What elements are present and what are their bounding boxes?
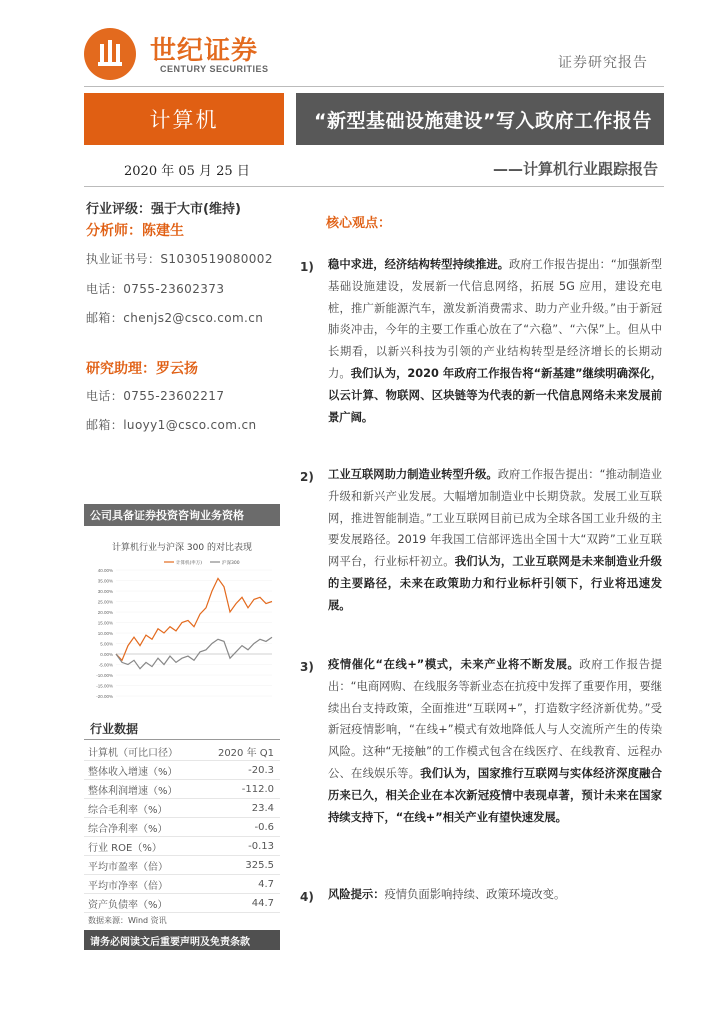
legend-label: 沪深300 bbox=[222, 561, 240, 566]
row-label: 综合毛利率（%） bbox=[88, 804, 168, 816]
point-lead: 风险提示： bbox=[328, 888, 385, 901]
logo-en-name: CENTURY SECURITIES bbox=[160, 64, 269, 74]
y-tick-label: -10.00% bbox=[96, 673, 113, 678]
point-conclusion: 我们认为，国家推行互联网与实体经济深度融合历来已久，相关企业在本次新冠疫情中表现卓著，预计未来在国家持续支持下，“在线+”相关产业有望快速发展。 bbox=[328, 766, 662, 824]
performance-chart bbox=[84, 556, 280, 706]
logo-cn-name: 世纪证券 bbox=[150, 36, 259, 66]
row-value: 4.7 bbox=[258, 878, 274, 890]
point-conclusion: 我们认为，工业互联网是未来制造业升级的主要路径，未来在政策助力和行业标杆引领下，行业将迅速发展。 bbox=[328, 555, 662, 612]
point-number: 2) bbox=[300, 470, 314, 484]
series-line bbox=[116, 578, 272, 660]
point-paragraph bbox=[328, 654, 662, 828]
analyst-cert: 执业证书号：S1030519080002 bbox=[86, 252, 273, 266]
y-tick-label: 0.00% bbox=[100, 652, 113, 657]
point-paragraph bbox=[328, 884, 662, 906]
point-lead: 工业互联网助力制造业转型升级。 bbox=[328, 468, 498, 481]
row-label: 平均市盈率（倍） bbox=[88, 861, 168, 873]
report-title: “新型基础设施建设”写入政府工作报告 bbox=[296, 93, 664, 145]
industry-band: 计算机 bbox=[84, 93, 284, 145]
report-type: 证券研究报告 bbox=[558, 55, 648, 71]
point-lead: 疫情催化“在线+”模式，未来产业将不断发展。 bbox=[328, 658, 580, 671]
point-number: 1) bbox=[300, 260, 314, 274]
y-tick-label: 10.00% bbox=[97, 631, 113, 636]
y-tick-label: 15.00% bbox=[97, 620, 113, 626]
row-value: -20.3 bbox=[248, 764, 274, 776]
row-value: 23.4 bbox=[251, 802, 274, 814]
row-label: 整体收入增速（%） bbox=[88, 766, 178, 778]
y-tick-label: -15.00% bbox=[96, 683, 113, 689]
analyst-name: 分析师：陈建生 bbox=[86, 223, 184, 239]
logo-emblem-icon bbox=[98, 40, 122, 68]
y-tick-label: -5.00% bbox=[98, 662, 113, 668]
row-label: 资产负债率（%） bbox=[88, 899, 168, 911]
row-value: 325.5 bbox=[245, 859, 274, 871]
table-row bbox=[84, 875, 280, 894]
y-tick-label: -20.00% bbox=[96, 694, 113, 699]
legend-label: 计算机(申万) bbox=[176, 561, 203, 566]
point-body: 政府工作报告提出：“电商网购、在线服务等新业态在抗疫中发挥了重要作用，要继续出台支持政策，全面推进“互联网+”，打造数字经济新优势。”受新冠疫情影响，“在线+”模式有效地降低人与人交流所产生的传染风险。这种“无接触”的工作模式包含在线医疗、在线教育、远程办公、在线娱乐等。 bbox=[328, 658, 662, 780]
table-row bbox=[84, 799, 280, 818]
row-label: 整体利润增速（%） bbox=[88, 785, 178, 797]
analyst-email[interactable]: 邮箱：chenjs2@csco.com.cn bbox=[86, 311, 264, 325]
point-lead: 稳中求进，经济结构转型持续推进。 bbox=[328, 258, 510, 271]
table-row bbox=[84, 856, 280, 875]
y-tick-label: 20.00% bbox=[97, 610, 113, 615]
y-tick-label: 25.00% bbox=[97, 599, 113, 605]
row-value: -0.13 bbox=[248, 840, 274, 852]
row-value: -112.0 bbox=[241, 783, 274, 795]
row-label: 综合净利率（%） bbox=[88, 823, 168, 835]
table-row bbox=[84, 761, 280, 780]
assistant-name: 研究助理：罗云扬 bbox=[86, 361, 198, 377]
point-body: 政府工作报告提出：“加强新型基础设施建设，发展新一代信息网络，拓展 5G 应用，建设充电桩，推广新能源汽车，激发新消费需求、助力产业升级。”由于新冠肺炎冲击，今年的主要工作重心放在了“六稳”、“六保”上。但从中长期看，以新兴科技为引领的产业结构转型是经济增长的长期动力。 bbox=[328, 258, 662, 380]
y-tick-label: 35.00% bbox=[97, 578, 113, 584]
table-row bbox=[84, 818, 280, 837]
data-source: 数据来源：Wind 资讯 bbox=[88, 916, 167, 925]
row-value: 2020 年 Q1 bbox=[217, 747, 274, 759]
chart-title: 计算机行业与沪深 300 的对比表现 bbox=[112, 543, 252, 553]
industry-data-title: 行业数据 bbox=[84, 718, 280, 740]
y-tick-label: 40.00% bbox=[97, 568, 113, 573]
assistant-email[interactable]: 邮箱：luoyy1@csco.com.cn bbox=[86, 418, 257, 432]
table-row bbox=[84, 780, 280, 799]
core-heading: 核心观点： bbox=[326, 216, 392, 231]
table-row bbox=[84, 837, 280, 856]
point-paragraph bbox=[328, 464, 662, 617]
row-label: 计算机（可比口径） bbox=[88, 747, 178, 759]
table-row bbox=[84, 894, 280, 913]
row-label: 平均市净率（倍） bbox=[88, 880, 168, 892]
header-divider bbox=[84, 86, 664, 87]
disclaimer-bar[interactable]: 请务必阅读文后重要声明及免责条款 bbox=[84, 930, 280, 950]
series-line bbox=[116, 637, 272, 669]
table-row bbox=[84, 742, 280, 761]
qualification-bar: 公司具备证券投资咨询业务资格 bbox=[84, 504, 280, 526]
point-body: 政府工作报告提出：“推动制造业升级和新兴产业发展。大幅增加制造业中长期贷款。发展工业互联网，推进智能制造。”工业互联网目前已成为全球各国工业升级的主要发展路径。2019 年我国工信部评选出全国十大“双跨”工业互联网平台，行业标杆初立。 bbox=[328, 468, 662, 569]
point-number: 3) bbox=[300, 660, 314, 674]
report-date: 2020 年 05 月 25 日 bbox=[124, 164, 250, 179]
report-subtitle: ——计算机行业跟踪报告 bbox=[492, 160, 658, 178]
point-body: 疫情负面影响持续、政策环境改变。 bbox=[384, 888, 566, 901]
assistant-phone: 电话：0755-23602217 bbox=[86, 389, 225, 403]
point-conclusion: 我们认为，2020 年政府工作报告将“新基建”继续明确深化，以云计算、物联网、区块链等为代表的新一代信息网络未来发展前景广阔。 bbox=[328, 366, 662, 424]
row-value: -0.6 bbox=[254, 821, 274, 833]
analyst-phone: 电话：0755-23602373 bbox=[86, 282, 225, 296]
point-paragraph bbox=[328, 254, 662, 428]
y-tick-label: 30.00% bbox=[97, 589, 113, 594]
row-value: 44.7 bbox=[251, 897, 274, 909]
point-number: 4) bbox=[300, 890, 314, 904]
industry-rating: 行业评级：强于大市(维持) bbox=[86, 202, 241, 217]
subtitle-divider bbox=[84, 186, 664, 187]
row-label: 行业 ROE（%） bbox=[88, 842, 162, 854]
industry-data-table bbox=[84, 742, 280, 913]
y-tick-label: 5.00% bbox=[100, 641, 113, 647]
company-logo bbox=[84, 28, 136, 80]
